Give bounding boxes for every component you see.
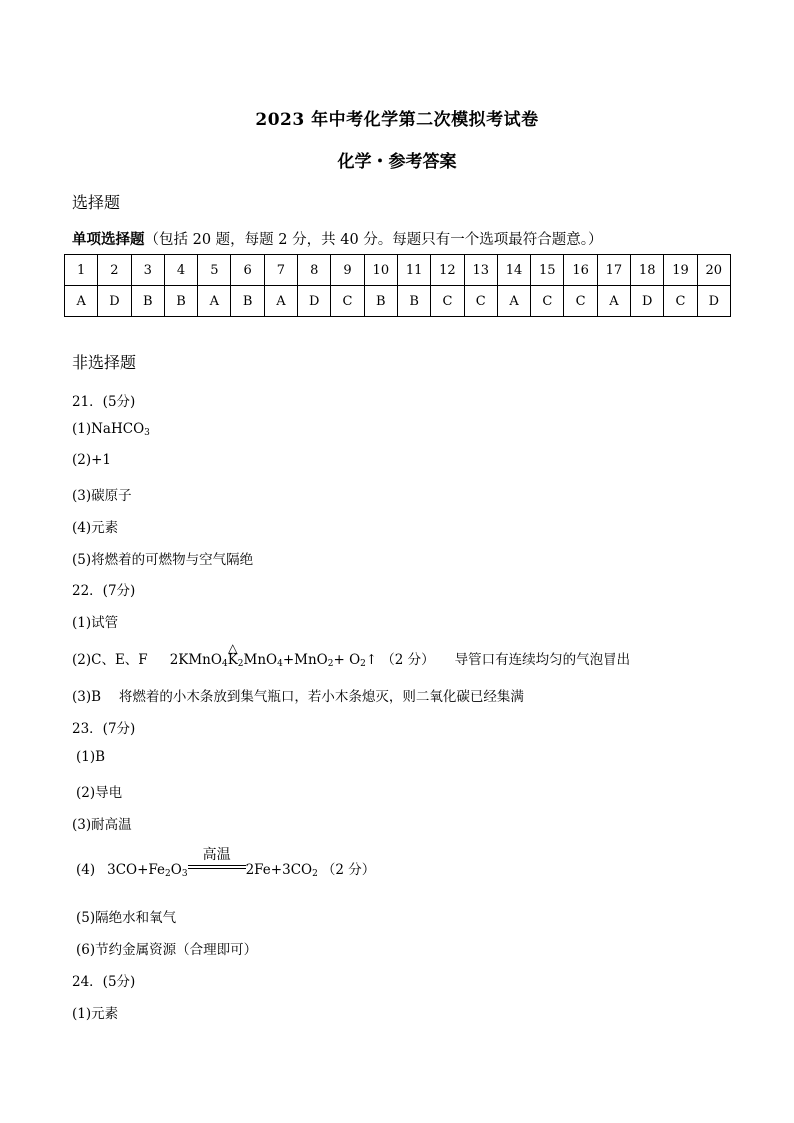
q23-answer-5: (5)隔绝水和氧气 (76, 910, 177, 926)
question-number: 19 (664, 255, 697, 286)
q21-a1-text: (1)NaHCO (72, 421, 145, 437)
question-number: 5 (198, 255, 231, 286)
eq-sub: 2 (327, 659, 334, 669)
question-number: 11 (397, 255, 430, 286)
q21-answer-2: (2)+1 (72, 452, 112, 468)
answer-letter: C (564, 286, 597, 317)
heat-symbol: △ (228, 641, 238, 655)
eq-sub: 3 (181, 869, 188, 879)
q22-a2-note: 导管口有连续均匀的气泡冒出 (454, 652, 631, 668)
answer-letter: C (531, 286, 564, 317)
q23-answer-2: (2)导电 (76, 785, 123, 801)
q22-a2-prefix: (2)C、E、F (72, 652, 148, 668)
eq-sub: 4 (277, 659, 283, 669)
question-number: 16 (564, 255, 597, 286)
equals-bars (188, 865, 246, 869)
q21-answer-1 (72, 421, 150, 438)
q23-answer-6: (6)节约金属资源（合理即可） (76, 942, 258, 958)
q22-answer-1: (1)试管 (72, 615, 119, 631)
q23-answer-3: (3)耐高温 (72, 817, 132, 833)
eq-term: MnO (243, 652, 278, 668)
section-nonchoice-heading: 非选择题 (72, 353, 137, 372)
question-number: 10 (364, 255, 397, 286)
iron-reduction-products (246, 858, 376, 879)
section-choice-heading: 选择题 (72, 193, 121, 212)
answer-table (64, 254, 731, 317)
answer-table-number-row (65, 255, 731, 286)
question-number: 4 (164, 255, 197, 286)
question-number: 14 (497, 255, 530, 286)
answer-letter: B (231, 286, 264, 317)
q23-a4-label: (4) (76, 862, 96, 878)
eq-term: 2KMnO (169, 652, 222, 668)
question-number: 6 (231, 255, 264, 286)
eq-term: + O (333, 652, 361, 668)
question-number: 2 (98, 255, 131, 286)
answer-letter: A (264, 286, 297, 317)
q23-score: （2 分） (321, 862, 376, 878)
instruction-bold: 单项选择题 (72, 231, 145, 248)
answer-letter: D (631, 286, 664, 317)
eq-term: +MnO (282, 652, 328, 668)
q21-header: 21．(5分) (72, 394, 136, 410)
question-number: 7 (264, 255, 297, 286)
question-number: 13 (464, 255, 497, 286)
question-number: 18 (631, 255, 664, 286)
question-number: 8 (298, 255, 331, 286)
eq-term: K (227, 652, 238, 668)
eq-term: 3CO+Fe (107, 862, 166, 878)
eq-sub: 4 (221, 659, 228, 669)
answer-letter: B (164, 286, 197, 317)
q22-score: （2 分） (381, 652, 435, 668)
eq-sub: 2 (237, 659, 244, 669)
page-subtitle: 化学・参考答案 (337, 152, 457, 172)
q22-answer-3: (3)B 将燃着的小木条放到集气瓶口，若小木条熄灭，则二氧化碳已经集满 (72, 689, 524, 705)
question-number: 20 (697, 255, 730, 286)
q21-answer-4: (4)元素 (72, 520, 119, 536)
answer-letter: A (198, 286, 231, 317)
answer-letter: A (65, 286, 98, 317)
answer-letter: B (397, 286, 430, 317)
question-number: 3 (131, 255, 164, 286)
q22-answer-2 (72, 641, 631, 669)
eq-term: O (170, 862, 182, 878)
eq-sub: 2 (360, 659, 366, 669)
question-number: 9 (331, 255, 364, 286)
high-temp-condition (188, 844, 246, 869)
q24-header: 24．(5分) (72, 974, 136, 990)
page-title: 2023 年中考化学第二次模拟考试卷 (255, 110, 539, 130)
question-number: 1 (65, 255, 98, 286)
question-number: 15 (531, 255, 564, 286)
question-number: 12 (431, 255, 464, 286)
q24-answer-1: (1)元素 (72, 1006, 119, 1022)
high-temp-label: 高温 (202, 847, 231, 863)
q21-answer-3: (3)碳原子 (72, 488, 132, 504)
answer-letter: B (131, 286, 164, 317)
answer-letter: A (497, 286, 530, 317)
choice-instruction (72, 228, 603, 249)
eq-sub: 2 (312, 869, 318, 879)
answer-letter: D (697, 286, 730, 317)
iron-reduction-equation (107, 862, 187, 879)
answer-letter: D (98, 286, 131, 317)
question-number: 17 (597, 255, 630, 286)
q23-header: 23．(7分) (72, 721, 136, 737)
gas-arrow: ↑ (365, 652, 378, 668)
q23-answer-1: (1)B (76, 749, 106, 765)
heat-condition (227, 641, 238, 668)
answer-letter: B (364, 286, 397, 317)
eq-sub: 2 (165, 869, 171, 879)
answer-table-answer-row (65, 286, 731, 317)
q23-answer-4 (72, 845, 376, 879)
answer-letter: C (464, 286, 497, 317)
instruction-rest: （包括 20 题，每题 2 分，共 40 分。每题只有一个选项最符合题意。） (144, 232, 603, 248)
q21-a1-sub: 3 (144, 428, 150, 438)
answer-letter: C (331, 286, 364, 317)
answer-letter: C (431, 286, 464, 317)
answer-letter: D (298, 286, 331, 317)
answer-letter: A (597, 286, 630, 317)
answer-letter: C (664, 286, 697, 317)
kmno4-equation (169, 641, 378, 669)
q22-header: 22．(7分) (72, 583, 136, 599)
eq-term: 2Fe+3CO (245, 862, 313, 878)
q21-answer-5: (5)将燃着的可燃物与空气隔绝 (72, 552, 254, 568)
